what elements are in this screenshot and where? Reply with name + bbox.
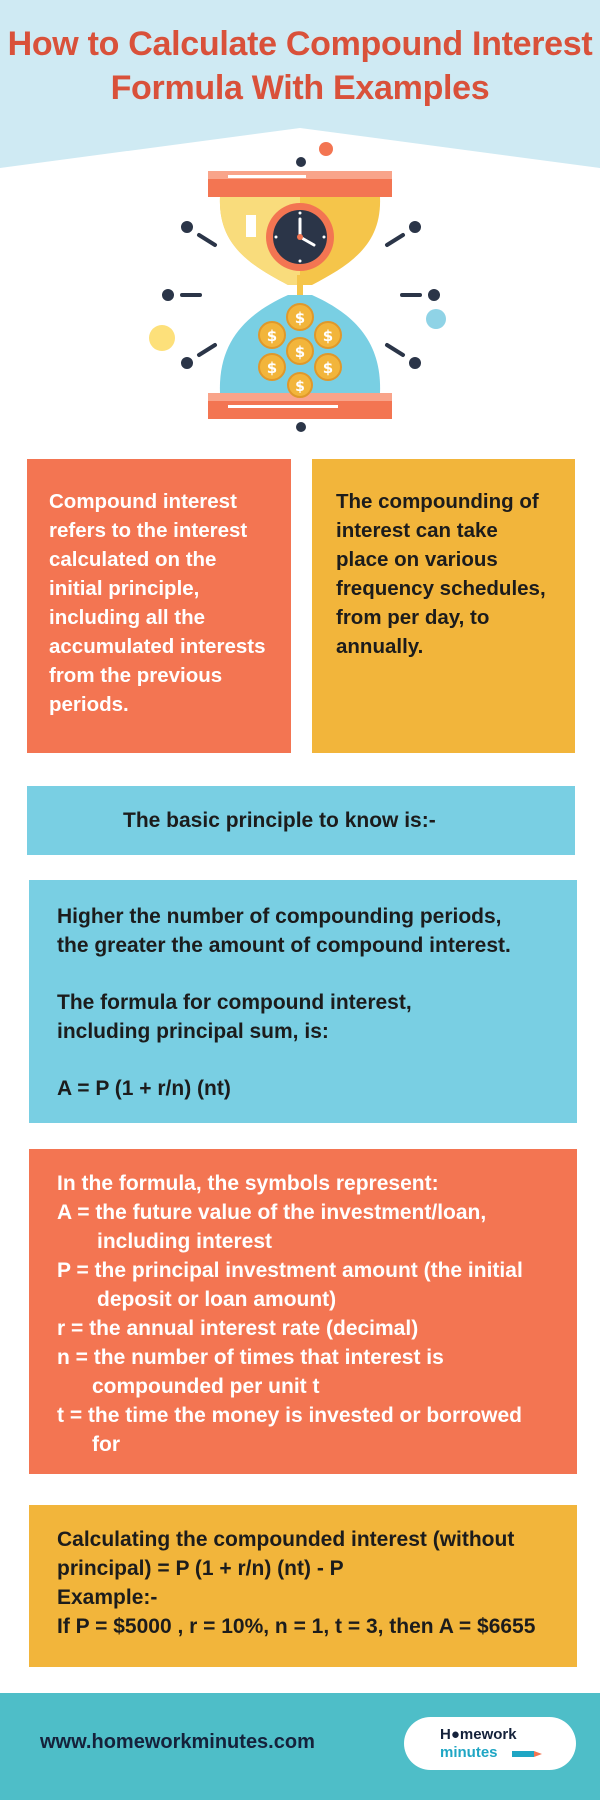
logo-text-top: H●mework xyxy=(440,1726,517,1743)
symbol-n: n = the number of times that interest is xyxy=(57,1346,444,1369)
symbol-t: t = the time the money is invested or borrowed xyxy=(57,1404,523,1427)
svg-text:$: $ xyxy=(266,327,278,345)
symbols-card xyxy=(29,1149,577,1474)
svg-text:$: $ xyxy=(295,379,305,395)
title-line-1: How to Calculate Compound Interest xyxy=(7,25,593,63)
decor-dot-icon xyxy=(296,157,306,167)
formula-text: A = P (1 + r/n) (nt) xyxy=(57,1077,231,1100)
decor-dot-icon xyxy=(319,142,333,156)
principle-banner xyxy=(27,786,575,855)
example-line-1: Calculating the compounded interest (without xyxy=(57,1528,515,1551)
definition-card xyxy=(27,459,291,753)
symbol-a-cont: including interest xyxy=(97,1230,273,1253)
footer-url-link[interactable]: www.homeworkminutes.com xyxy=(40,1731,315,1753)
svg-text:$: $ xyxy=(322,359,334,377)
svg-text:$: $ xyxy=(266,359,278,377)
decor-dot-icon xyxy=(426,309,446,329)
symbol-t-cont: for xyxy=(92,1433,120,1456)
title-line-2: Formula With Examples xyxy=(110,69,490,107)
decor-dot-icon xyxy=(296,422,306,432)
symbols-intro: In the formula, the symbols represent: xyxy=(57,1172,439,1195)
periods-line-1: Higher the number of compounding periods, xyxy=(57,905,502,928)
page-title xyxy=(0,22,600,110)
formula-intro-line-2: including principal sum, is: xyxy=(57,1020,329,1043)
pencil-icon xyxy=(512,1748,542,1760)
hourglass-icon xyxy=(120,135,480,445)
example-line-2: principal) = P (1 + r/n) (nt) - P xyxy=(57,1557,344,1580)
rays-right-icon xyxy=(387,223,438,367)
periods-line-2: the greater the amount of compound interest. xyxy=(57,934,511,957)
formula-intro-line-1: The formula for compound interest, xyxy=(57,991,412,1014)
symbol-p-cont: deposit or loan amount) xyxy=(97,1288,337,1311)
svg-text:$: $ xyxy=(294,343,306,361)
definition-text: Compound interest refers to the interest calculated on the initial principle, including all the accumulated interests from the previous periods. xyxy=(49,490,266,716)
periods-statement xyxy=(57,902,557,960)
frequency-text: The compounding of interest can take place on various frequency schedules, from per day, to annually. xyxy=(336,490,546,658)
footer xyxy=(0,1693,600,1800)
formula-intro xyxy=(57,988,557,1046)
example-text: If P = $5000 , r = 10%, n = 1, t = 3, then A = $6655 xyxy=(57,1615,536,1638)
decor-dot-icon xyxy=(149,325,175,351)
logo-text-bottom: minutes xyxy=(440,1744,498,1761)
example-card xyxy=(29,1505,577,1667)
example-label: Example:- xyxy=(57,1586,158,1609)
homeworkminutes-logo[interactable] xyxy=(404,1717,576,1770)
principle-heading: The basic principle to know is:- xyxy=(123,809,436,832)
formula-card xyxy=(29,880,577,1123)
svg-text:$: $ xyxy=(294,309,306,327)
symbol-r: r = the annual interest rate (decimal) xyxy=(57,1317,419,1340)
clock-icon xyxy=(266,203,334,271)
symbol-p: P = the principal investment amount (the initial xyxy=(57,1259,523,1282)
frequency-card xyxy=(312,459,575,753)
svg-text:$: $ xyxy=(322,327,334,345)
symbol-a: A = the future value of the investment/loan, xyxy=(57,1201,487,1224)
symbol-n-cont: compounded per unit t xyxy=(92,1375,320,1398)
